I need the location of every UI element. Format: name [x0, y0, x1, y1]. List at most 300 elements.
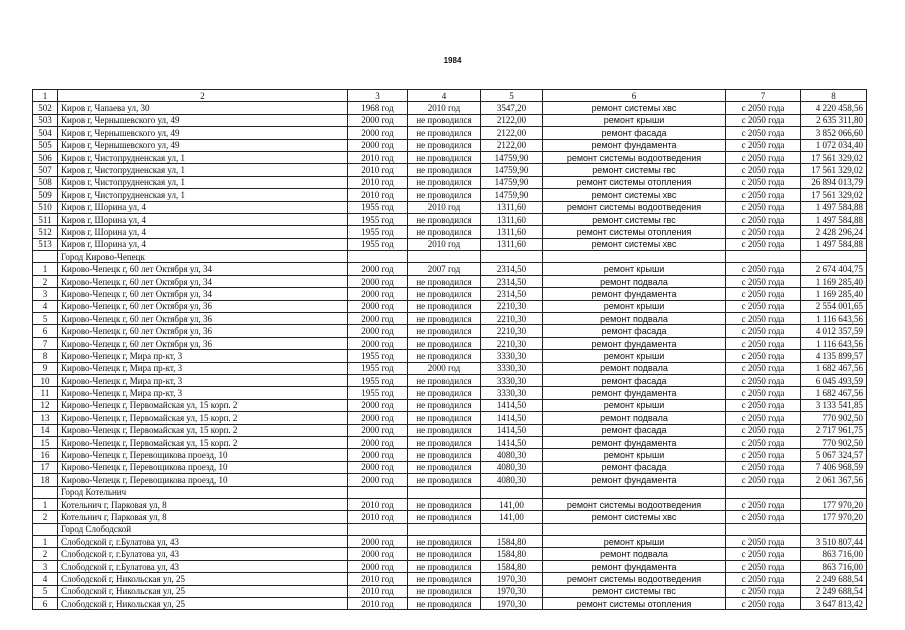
- address-cell: Слободской г, г.Булатова ул, 43: [58, 536, 348, 548]
- city-section-row: [33, 523, 867, 535]
- row-number: 511: [33, 213, 58, 225]
- row-number: 503: [33, 114, 58, 126]
- address-cell: Кирово-Чепецк г, Мира пр-кт, 3: [58, 374, 348, 386]
- planned-period-cell: с 2050 года: [726, 337, 801, 349]
- empty-cell: [543, 523, 726, 535]
- work-type-cell: ремонт системы хвс: [543, 238, 726, 250]
- empty-cell: [543, 486, 726, 498]
- address-cell: Кирово-Чепецк г, Первомайская ул, 15 корп. 2: [58, 436, 348, 448]
- cost-cell: 770 902,50: [801, 412, 867, 424]
- address-cell: Кирово-Чепецк г, Мира пр-кт, 3: [58, 362, 348, 374]
- page-number: 1984: [443, 56, 462, 65]
- table-row: [33, 387, 867, 399]
- last-repair-cell: не проводился: [408, 449, 481, 461]
- area-cell: 2210,30: [481, 337, 543, 349]
- area-cell: 1970,30: [481, 598, 543, 610]
- row-number: 2: [33, 511, 58, 523]
- build-year-cell: 2000 год: [348, 288, 408, 300]
- table-row: [33, 164, 867, 176]
- planned-period-cell: с 2050 года: [726, 189, 801, 201]
- row-number: 508: [33, 176, 58, 188]
- build-year-cell: 2010 год: [348, 585, 408, 597]
- work-type-cell: ремонт системы гвс: [543, 585, 726, 597]
- table-row: [33, 511, 867, 523]
- area-cell: 14759,90: [481, 151, 543, 163]
- build-year-cell: 2010 год: [348, 573, 408, 585]
- area-cell: 1970,30: [481, 573, 543, 585]
- build-year-cell: 2010 год: [348, 151, 408, 163]
- row-number: 3: [33, 288, 58, 300]
- address-cell: Киров г, Чистопрудненская ул, 1: [58, 151, 348, 163]
- table-row: [33, 288, 867, 300]
- address-cell: Кирово-Чепецк г, 60 лет Октября ул, 34: [58, 263, 348, 275]
- work-type-cell: ремонт системы хвс: [543, 102, 726, 114]
- work-type-cell: ремонт фасада: [543, 325, 726, 337]
- row-number: [33, 251, 58, 263]
- area-cell: 1311,60: [481, 201, 543, 213]
- area-cell: 1311,60: [481, 213, 543, 225]
- cost-cell: 5 067 324,57: [801, 449, 867, 461]
- cost-cell: 2 428 296,24: [801, 226, 867, 238]
- last-repair-cell: не проводился: [408, 275, 481, 287]
- column-header: 7: [726, 90, 801, 102]
- address-cell: Киров г, Чернышевского ул, 49: [58, 127, 348, 139]
- address-cell: Кирово-Чепецк г, 60 лет Октября ул, 36: [58, 313, 348, 325]
- build-year-cell: 2000 год: [348, 536, 408, 548]
- planned-period-cell: с 2050 года: [726, 114, 801, 126]
- area-cell: 2314,50: [481, 288, 543, 300]
- area-cell: 2314,50: [481, 263, 543, 275]
- row-number: 12: [33, 399, 58, 411]
- build-year-cell: 1955 год: [348, 201, 408, 213]
- table-row: [33, 263, 867, 275]
- address-cell: Кирово-Чепецк г, 60 лет Октября ул, 36: [58, 325, 348, 337]
- city-section-row: [33, 486, 867, 498]
- last-repair-cell: не проводился: [408, 164, 481, 176]
- cost-cell: 1 682 467,56: [801, 387, 867, 399]
- table-row: [33, 114, 867, 126]
- cost-cell: 4 220 458,56: [801, 102, 867, 114]
- last-repair-cell: 2010 год: [408, 201, 481, 213]
- address-cell: Кирово-Чепецк г, Мира пр-кт, 3: [58, 387, 348, 399]
- address-cell: Кирово-Чепецк г, Перевощикова проезд, 10: [58, 461, 348, 473]
- table-row: [33, 474, 867, 486]
- work-type-cell: ремонт системы хвс: [543, 189, 726, 201]
- row-number: 11: [33, 387, 58, 399]
- table-row: [33, 176, 867, 188]
- planned-period-cell: с 2050 года: [726, 374, 801, 386]
- planned-period-cell: с 2050 года: [726, 449, 801, 461]
- build-year-cell: 2000 год: [348, 313, 408, 325]
- table-row: [33, 548, 867, 560]
- build-year-cell: 2000 год: [348, 127, 408, 139]
- build-year-cell: 2000 год: [348, 436, 408, 448]
- last-repair-cell: не проводился: [408, 350, 481, 362]
- cost-cell: 2 249 688,54: [801, 573, 867, 585]
- work-type-cell: ремонт системы отопления: [543, 598, 726, 610]
- table-row: [33, 226, 867, 238]
- cost-cell: 7 406 968,59: [801, 461, 867, 473]
- area-cell: 3330,30: [481, 362, 543, 374]
- address-cell: Кирово-Чепецк г, 60 лет Октября ул, 34: [58, 288, 348, 300]
- address-cell: Киров г, Шорина ул, 4: [58, 201, 348, 213]
- planned-period-cell: с 2050 года: [726, 399, 801, 411]
- empty-cell: [348, 251, 408, 263]
- column-header: 6: [543, 90, 726, 102]
- cost-cell: 2 674 404,75: [801, 263, 867, 275]
- area-cell: 2122,00: [481, 114, 543, 126]
- last-repair-cell: не проводился: [408, 114, 481, 126]
- table-row: [33, 350, 867, 362]
- planned-period-cell: с 2050 года: [726, 238, 801, 250]
- last-repair-cell: не проводился: [408, 598, 481, 610]
- table-row: [33, 598, 867, 610]
- work-type-cell: ремонт крыши: [543, 114, 726, 126]
- build-year-cell: 2000 год: [348, 560, 408, 572]
- build-year-cell: 2000 год: [348, 337, 408, 349]
- empty-cell: [481, 251, 543, 263]
- row-number: 18: [33, 474, 58, 486]
- build-year-cell: 2000 год: [348, 139, 408, 151]
- table-row: [33, 498, 867, 510]
- last-repair-cell: не проводился: [408, 226, 481, 238]
- row-number: 4: [33, 573, 58, 585]
- cost-cell: 1 116 643,56: [801, 313, 867, 325]
- cost-cell: 1 169 285,40: [801, 288, 867, 300]
- row-number: 7: [33, 337, 58, 349]
- table-row: [33, 374, 867, 386]
- table-row: [33, 449, 867, 461]
- area-cell: 2314,50: [481, 275, 543, 287]
- planned-period-cell: с 2050 года: [726, 536, 801, 548]
- cost-cell: 4 012 357,59: [801, 325, 867, 337]
- work-type-cell: ремонт системы хвс: [543, 511, 726, 523]
- last-repair-cell: не проводился: [408, 412, 481, 424]
- row-number: 9: [33, 362, 58, 374]
- register-body: [33, 102, 867, 610]
- cost-cell: 177 970,20: [801, 498, 867, 510]
- planned-period-cell: с 2050 года: [726, 498, 801, 510]
- last-repair-cell: не проводился: [408, 399, 481, 411]
- cost-cell: 1 497 584,88: [801, 213, 867, 225]
- row-number: 5: [33, 313, 58, 325]
- area-cell: 2210,30: [481, 300, 543, 312]
- empty-cell: [726, 486, 801, 498]
- build-year-cell: 2000 год: [348, 424, 408, 436]
- address-cell: Кирово-Чепецк г, Первомайская ул, 15 корп. 2: [58, 412, 348, 424]
- build-year-cell: 2000 год: [348, 548, 408, 560]
- empty-cell: [348, 523, 408, 535]
- row-number: 4: [33, 300, 58, 312]
- table-row: [33, 213, 867, 225]
- cost-cell: 1 072 034,40: [801, 139, 867, 151]
- cost-cell: 2 554 001,65: [801, 300, 867, 312]
- cost-cell: 17 561 329,02: [801, 189, 867, 201]
- row-number: 509: [33, 189, 58, 201]
- row-number: 6: [33, 325, 58, 337]
- table-row: [33, 151, 867, 163]
- city-section-row: [33, 251, 867, 263]
- empty-cell: [481, 486, 543, 498]
- row-number: [33, 486, 58, 498]
- build-year-cell: 1968 год: [348, 102, 408, 114]
- address-cell: Кирово-Чепецк г, Первомайская ул, 15 корп. 2: [58, 424, 348, 436]
- last-repair-cell: 2007 год: [408, 263, 481, 275]
- address-cell: Кирово-Чепецк г, Мира пр-кт, 3: [58, 350, 348, 362]
- build-year-cell: 1955 год: [348, 238, 408, 250]
- empty-cell: [801, 486, 867, 498]
- work-type-cell: ремонт системы гвс: [543, 164, 726, 176]
- build-year-cell: 2010 год: [348, 189, 408, 201]
- last-repair-cell: не проводился: [408, 325, 481, 337]
- last-repair-cell: 2000 год: [408, 362, 481, 374]
- table-row: [33, 399, 867, 411]
- table-row: [33, 424, 867, 436]
- work-type-cell: ремонт подвала: [543, 313, 726, 325]
- build-year-cell: 1955 год: [348, 374, 408, 386]
- address-cell: Киров г, Шорина ул, 4: [58, 213, 348, 225]
- build-year-cell: 2000 год: [348, 412, 408, 424]
- planned-period-cell: с 2050 года: [726, 151, 801, 163]
- last-repair-cell: не проводился: [408, 176, 481, 188]
- cost-cell: 1 497 584,88: [801, 201, 867, 213]
- cost-cell: 2 717 961,75: [801, 424, 867, 436]
- address-cell: Киров г, Чистопрудненская ул, 1: [58, 164, 348, 176]
- area-cell: 1311,60: [481, 238, 543, 250]
- work-type-cell: ремонт крыши: [543, 399, 726, 411]
- table-row: [33, 362, 867, 374]
- work-type-cell: ремонт фундамента: [543, 387, 726, 399]
- cost-cell: 863 716,00: [801, 548, 867, 560]
- area-cell: 3330,30: [481, 350, 543, 362]
- row-number: 6: [33, 598, 58, 610]
- last-repair-cell: не проводился: [408, 374, 481, 386]
- table-row: [33, 300, 867, 312]
- build-year-cell: 2000 год: [348, 461, 408, 473]
- cost-cell: 770 902,50: [801, 436, 867, 448]
- build-year-cell: 2010 год: [348, 511, 408, 523]
- area-cell: 1414,50: [481, 412, 543, 424]
- table-row: [33, 461, 867, 473]
- area-cell: 2122,00: [481, 127, 543, 139]
- empty-cell: [408, 486, 481, 498]
- work-type-cell: ремонт фасада: [543, 127, 726, 139]
- cost-cell: 1 169 285,40: [801, 275, 867, 287]
- planned-period-cell: с 2050 года: [726, 164, 801, 176]
- empty-cell: [408, 523, 481, 535]
- cost-cell: 177 970,20: [801, 511, 867, 523]
- build-year-cell: 2000 год: [348, 114, 408, 126]
- planned-period-cell: с 2050 года: [726, 362, 801, 374]
- build-year-cell: 2000 год: [348, 449, 408, 461]
- planned-period-cell: с 2050 года: [726, 325, 801, 337]
- row-number: 1: [33, 536, 58, 548]
- build-year-cell: 1955 год: [348, 362, 408, 374]
- row-number: 513: [33, 238, 58, 250]
- planned-period-cell: с 2050 года: [726, 461, 801, 473]
- table-row: [33, 325, 867, 337]
- work-type-cell: ремонт крыши: [543, 350, 726, 362]
- last-repair-cell: не проводился: [408, 511, 481, 523]
- address-cell: Киров г, Чапаева ул, 30: [58, 102, 348, 114]
- work-type-cell: ремонт системы водоотведения: [543, 151, 726, 163]
- build-year-cell: 2000 год: [348, 399, 408, 411]
- work-type-cell: ремонт фасада: [543, 374, 726, 386]
- last-repair-cell: не проводился: [408, 189, 481, 201]
- work-type-cell: ремонт системы водоотведения: [543, 201, 726, 213]
- last-repair-cell: не проводился: [408, 548, 481, 560]
- area-cell: 1311,60: [481, 226, 543, 238]
- area-cell: 1414,50: [481, 399, 543, 411]
- build-year-cell: 1955 год: [348, 387, 408, 399]
- row-number: 510: [33, 201, 58, 213]
- cost-cell: 2 061 367,56: [801, 474, 867, 486]
- cost-cell: 3 510 807,44: [801, 536, 867, 548]
- build-year-cell: 2000 год: [348, 263, 408, 275]
- area-cell: 1584,80: [481, 548, 543, 560]
- address-cell: Киров г, Чернышевского ул, 49: [58, 139, 348, 151]
- work-type-cell: ремонт подвала: [543, 548, 726, 560]
- empty-cell: [348, 486, 408, 498]
- address-cell: Слободской г, Никольская ул, 25: [58, 573, 348, 585]
- row-number: [33, 523, 58, 535]
- planned-period-cell: с 2050 года: [726, 573, 801, 585]
- work-type-cell: ремонт фундамента: [543, 288, 726, 300]
- area-cell: 14759,90: [481, 164, 543, 176]
- planned-period-cell: с 2050 года: [726, 139, 801, 151]
- work-type-cell: ремонт системы гвс: [543, 213, 726, 225]
- work-type-cell: ремонт подвала: [543, 275, 726, 287]
- last-repair-cell: не проводился: [408, 461, 481, 473]
- area-cell: 1584,80: [481, 560, 543, 572]
- area-cell: 4080,30: [481, 474, 543, 486]
- empty-cell: [726, 251, 801, 263]
- last-repair-cell: не проводился: [408, 151, 481, 163]
- cost-cell: 6 045 493,59: [801, 374, 867, 386]
- last-repair-cell: не проводился: [408, 127, 481, 139]
- area-cell: 1414,50: [481, 436, 543, 448]
- planned-period-cell: с 2050 года: [726, 300, 801, 312]
- empty-cell: [801, 251, 867, 263]
- table-row: [33, 337, 867, 349]
- last-repair-cell: не проводился: [408, 536, 481, 548]
- planned-period-cell: с 2050 года: [726, 598, 801, 610]
- column-header: 1: [33, 90, 58, 102]
- work-type-cell: ремонт крыши: [543, 263, 726, 275]
- last-repair-cell: не проводился: [408, 313, 481, 325]
- planned-period-cell: с 2050 года: [726, 226, 801, 238]
- work-type-cell: ремонт крыши: [543, 300, 726, 312]
- repair-register-table: [32, 89, 867, 610]
- planned-period-cell: с 2050 года: [726, 585, 801, 597]
- table-row: [33, 275, 867, 287]
- build-year-cell: 1955 год: [348, 213, 408, 225]
- row-number: 14: [33, 424, 58, 436]
- area-cell: 3547,20: [481, 102, 543, 114]
- planned-period-cell: с 2050 года: [726, 474, 801, 486]
- last-repair-cell: не проводился: [408, 424, 481, 436]
- last-repair-cell: 2010 год: [408, 238, 481, 250]
- area-cell: 4080,30: [481, 461, 543, 473]
- empty-cell: [726, 523, 801, 535]
- address-cell: Кирово-Чепецк г, 60 лет Октября ул, 36: [58, 300, 348, 312]
- table-row: [33, 102, 867, 114]
- city-section-label: Город Котельнич: [58, 486, 348, 498]
- work-type-cell: ремонт фундамента: [543, 560, 726, 572]
- column-header: 2: [58, 90, 348, 102]
- last-repair-cell: не проводился: [408, 585, 481, 597]
- empty-cell: [408, 251, 481, 263]
- build-year-cell: 2000 год: [348, 325, 408, 337]
- area-cell: 1584,80: [481, 536, 543, 548]
- row-number: 505: [33, 139, 58, 151]
- last-repair-cell: не проводился: [408, 498, 481, 510]
- planned-period-cell: с 2050 года: [726, 313, 801, 325]
- row-number: 504: [33, 127, 58, 139]
- table-row: [33, 585, 867, 597]
- work-type-cell: ремонт системы водоотведения: [543, 498, 726, 510]
- cost-cell: 17 561 329,02: [801, 151, 867, 163]
- address-cell: Кирово-Чепецк г, Перевощикова проезд, 10: [58, 474, 348, 486]
- table-row: [33, 189, 867, 201]
- planned-period-cell: с 2050 года: [726, 263, 801, 275]
- area-cell: 1970,30: [481, 585, 543, 597]
- last-repair-cell: не проводился: [408, 300, 481, 312]
- table-row: [33, 412, 867, 424]
- build-year-cell: 2010 год: [348, 164, 408, 176]
- work-type-cell: ремонт крыши: [543, 536, 726, 548]
- planned-period-cell: с 2050 года: [726, 560, 801, 572]
- address-cell: Котельнич г, Парковая ул, 8: [58, 498, 348, 510]
- column-header: 3: [348, 90, 408, 102]
- city-section-label: Город Кирово-Чепецк: [58, 251, 348, 263]
- row-number: 2: [33, 275, 58, 287]
- planned-period-cell: с 2050 года: [726, 127, 801, 139]
- last-repair-cell: не проводился: [408, 387, 481, 399]
- row-number: 2: [33, 548, 58, 560]
- planned-period-cell: с 2050 года: [726, 275, 801, 287]
- address-cell: Кирово-Чепецк г, 60 лет Октября ул, 36: [58, 337, 348, 349]
- table-row: [33, 127, 867, 139]
- table-row: [33, 139, 867, 151]
- address-cell: Котельнич г, Парковая ул, 8: [58, 511, 348, 523]
- work-type-cell: ремонт фундамента: [543, 474, 726, 486]
- cost-cell: 3 647 813,42: [801, 598, 867, 610]
- column-header: 5: [481, 90, 543, 102]
- work-type-cell: ремонт фундамента: [543, 139, 726, 151]
- address-cell: Кирово-Чепецк г, Первомайская ул, 15 корп. 2: [58, 399, 348, 411]
- table-row: [33, 238, 867, 250]
- build-year-cell: 2000 год: [348, 275, 408, 287]
- empty-cell: [481, 523, 543, 535]
- row-number: 15: [33, 436, 58, 448]
- last-repair-cell: не проводился: [408, 288, 481, 300]
- table-row: [33, 573, 867, 585]
- work-type-cell: ремонт фасада: [543, 461, 726, 473]
- address-cell: Киров г, Шорина ул, 4: [58, 238, 348, 250]
- table-row: [33, 201, 867, 213]
- build-year-cell: 2000 год: [348, 300, 408, 312]
- table-row: [33, 436, 867, 448]
- row-number: 507: [33, 164, 58, 176]
- cost-cell: 1 116 643,56: [801, 337, 867, 349]
- row-number: 8: [33, 350, 58, 362]
- city-section-label: Город Слободской: [58, 523, 348, 535]
- row-number: 3: [33, 560, 58, 572]
- work-type-cell: ремонт фасада: [543, 424, 726, 436]
- area-cell: 2210,30: [481, 313, 543, 325]
- build-year-cell: 2010 год: [348, 176, 408, 188]
